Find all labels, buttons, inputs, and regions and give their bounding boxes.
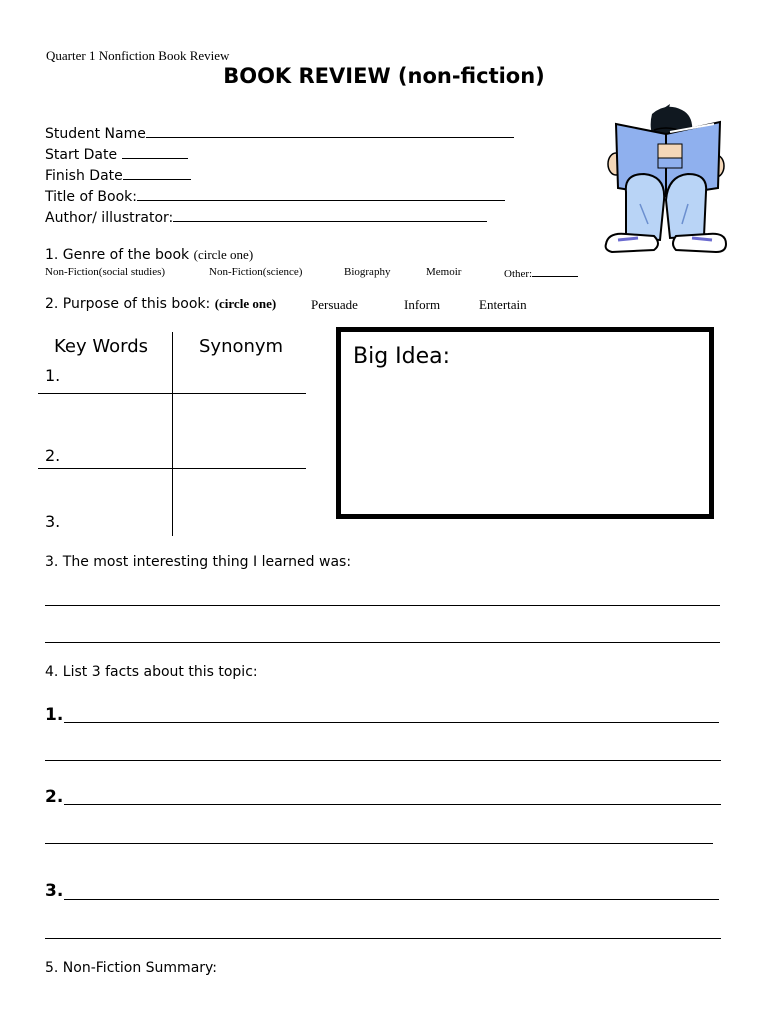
key-word-3-number: 3.: [45, 512, 61, 531]
genre-option-science[interactable]: Non-Fiction(science): [209, 266, 303, 278]
key-word-1-number: 1.: [45, 366, 61, 385]
page-title: BOOK REVIEW (non-fiction): [223, 64, 545, 88]
top-note: Quarter 1 Nonfiction Book Review: [46, 48, 230, 63]
fact-3-line-2[interactable]: [45, 938, 721, 939]
fact-2-line-2[interactable]: [45, 843, 713, 844]
purpose-option-persuade[interactable]: Persuade: [311, 297, 358, 312]
facts-question: 4. List 3 facts about this topic:: [45, 664, 258, 680]
genre-option-memoir[interactable]: Memoir: [426, 266, 462, 278]
fact-3-line-1[interactable]: [64, 899, 719, 900]
genre-other-blank[interactable]: [532, 266, 578, 277]
fact-1-line-2[interactable]: [45, 760, 721, 761]
genre-question-text: 1. Genre of the book: [45, 247, 190, 263]
genre-instruction: (circle one): [193, 247, 254, 262]
start-date-field[interactable]: [45, 145, 188, 163]
start-date-blank[interactable]: [122, 145, 188, 159]
key-words-row-line-2: [38, 468, 306, 469]
finish-date-field[interactable]: [45, 166, 191, 184]
big-idea-label: Big Idea:: [353, 344, 451, 369]
purpose-question: [45, 296, 276, 312]
book-title-blank[interactable]: [137, 187, 505, 201]
start-date-label: Start Date: [45, 147, 118, 163]
genre-option-other-label: Other:: [504, 268, 533, 280]
purpose-question-text: 2. Purpose of this book:: [45, 296, 211, 312]
child-reading-book-icon: [604, 104, 728, 256]
author-blank[interactable]: [173, 208, 487, 222]
fact-1-number: 1.: [45, 705, 64, 725]
summary-question: 5. Non-Fiction Summary:: [45, 960, 218, 976]
genre-option-social-studies[interactable]: Non-Fiction(social studies): [45, 266, 166, 278]
author-field[interactable]: [45, 208, 487, 226]
key-words-header: Key Words: [54, 336, 148, 357]
interesting-answer-line-1[interactable]: [45, 605, 720, 606]
interesting-thing-question: 3. The most interesting thing I learned was:: [45, 554, 352, 570]
book-title-label: Title of Book:: [45, 189, 137, 205]
student-name-blank[interactable]: [146, 124, 514, 138]
key-word-2-number: 2.: [45, 446, 61, 465]
finish-date-label: Finish Date: [45, 168, 123, 184]
fact-1-line-1[interactable]: [64, 722, 719, 723]
fact-2-line-1[interactable]: [64, 804, 721, 805]
purpose-option-inform[interactable]: Inform: [404, 297, 441, 312]
book-title-field[interactable]: [45, 187, 505, 205]
fact-2-number: 2.: [45, 787, 64, 807]
interesting-answer-line-2[interactable]: [45, 642, 720, 643]
student-name-field[interactable]: [45, 124, 514, 142]
key-words-table-divider: [172, 332, 173, 536]
synonym-header: Synonym: [199, 336, 284, 357]
fact-3-number: 3.: [45, 881, 64, 901]
author-label: Author/ illustrator:: [45, 210, 174, 226]
key-words-row-line-1: [38, 393, 306, 394]
student-name-label: Student Name: [45, 126, 146, 142]
genre-option-biography[interactable]: Biography: [344, 266, 391, 278]
genre-option-other[interactable]: [504, 266, 578, 280]
big-idea-box[interactable]: [336, 327, 714, 519]
purpose-option-entertain[interactable]: Entertain: [479, 297, 527, 312]
finish-date-blank[interactable]: [123, 166, 191, 180]
purpose-instruction: (circle one): [214, 296, 277, 311]
genre-question: [45, 247, 253, 263]
